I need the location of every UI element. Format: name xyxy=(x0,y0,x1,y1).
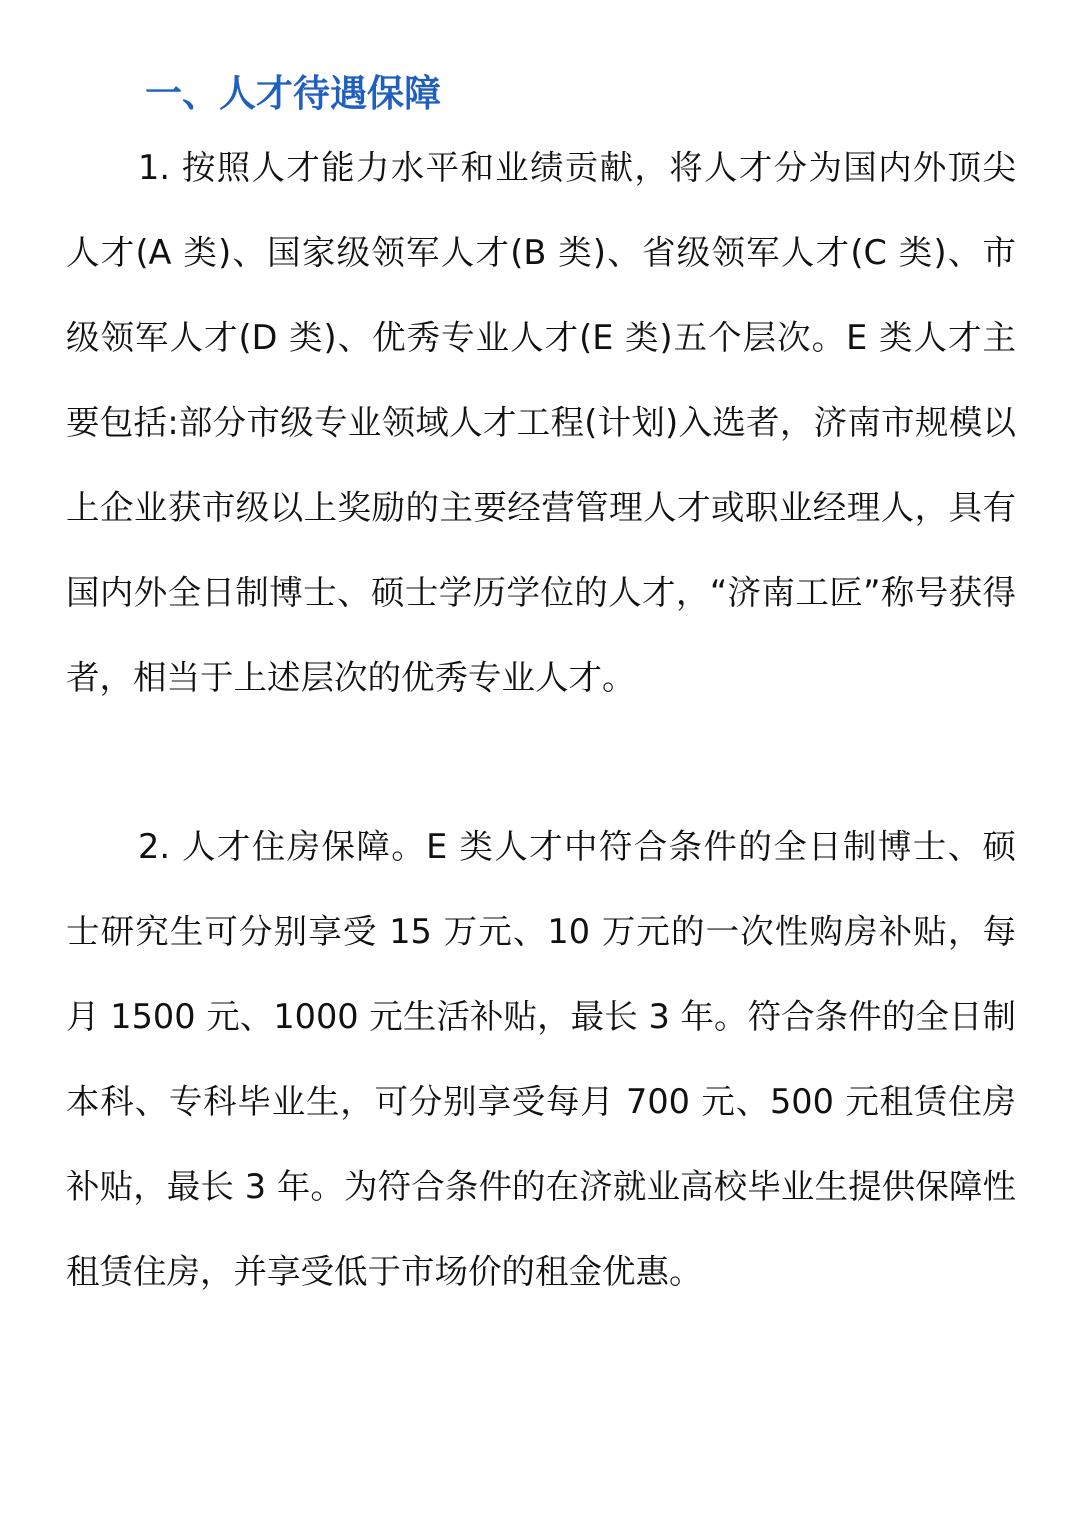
paragraph-housing-support: 2. 人才住房保障。E 类人才中符合条件的全日制博士、硕士研究生可分别享受 15 万元、10 万元的一次性购房补贴，每月 1500 元、1000 元生活补贴，最长 3 年。符合条件的全日制本科、专科毕业生，可分别享受每月 700 元、500 元租赁住房补贴，最长 3 年。为符合条件的在济就业高校毕业生提供保障性租赁住房，并享受低于市场价的租金优惠。 xyxy=(66,827,1016,1291)
section-heading: 一、人才待遇保障 xyxy=(145,72,441,115)
paragraph-talent-classification: 1. 按照人才能力水平和业绩贡献，将人才分为国内外顶尖人才(A 类)、国家级领军人才(B 类)、省级领军人才(C 类)、市级领军人才(D 类)、优秀专业人才(E 类)五个层次。E 类人才主要包括:部分市级专业领域人才工程(计划)入选者，济南市规模以上企业获市级以上奖励的主要经营管理人才或职业经理人，具有国内外全日制博士、硕士学历学位的人才，“济南工匠”称号获得者，相当于上述层次的优秀专业人才。 xyxy=(66,148,1016,697)
